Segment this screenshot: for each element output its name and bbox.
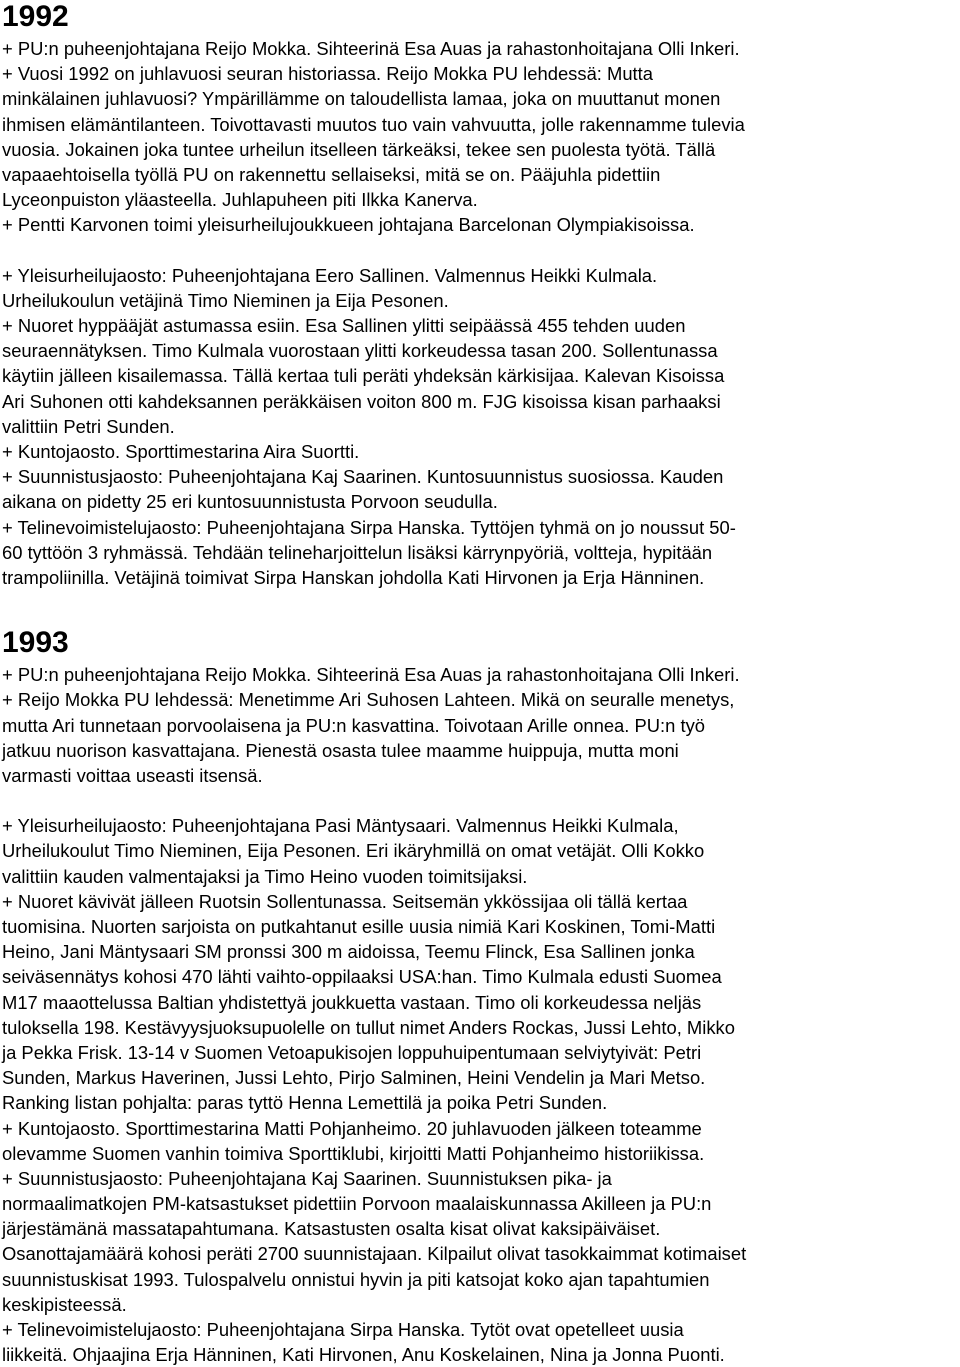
paragraph-1993-general: [2, 662, 956, 788]
text-line: Ari Suhonen otti kahdeksannen peräkkäisen voiton 800 m. FJG kisoissa kisan parhaaksi: [2, 390, 721, 412]
text-line: Osanottajamäärä kohosi peräti 2700 suunnistajaan. Kilpailut olivat tasokkaimmat kotimaiset: [2, 1243, 747, 1265]
text-line: Lyceonpuiston yläasteella. Juhlapuheen piti Ilkka Kanerva.: [2, 189, 478, 211]
paragraph-1993-sections: [2, 813, 956, 1367]
paragraph-1992-general: [2, 36, 956, 238]
text-line: M17 maaottelussa Baltian yhdistettyä joukkuetta vastaan. Timo oli korkeudessa neljäs: [2, 991, 702, 1013]
text-line: + Reijo Mokka PU lehdessä: Menetimme Ari Suhosen Lahteen. Mikä on seuralle menetys,: [2, 689, 735, 711]
text-line: seuraennätyksen. Timo Kulmala vuorostaan ylitti korkeudessa tasan 200. Sollentunassa: [2, 340, 718, 362]
text-line: järjestämänä massatapahtumana. Katsastusten osalta kisat olivat kaksipäiväiset.: [2, 1218, 661, 1240]
document-page: [2, 0, 956, 1367]
paragraph-gap: [2, 788, 956, 813]
text-line: olevamme Suomen vanhin toimiva Sporttiklubi, kirjoitti Matti Pohjanheimo historiikissa.: [2, 1142, 705, 1164]
text-line: minkälainen juhlavuosi? Ympärillämme on taloudellista lamaa, joka on muuttanut monen: [2, 88, 721, 110]
text-line: varmasti voittaa useasti itsensä.: [2, 764, 263, 786]
text-line: mutta Ari tunnetaan porvoolaisena ja PU:n kasvattina. Toivotaan Arille onnea. PU:n työ: [2, 714, 706, 736]
text-line: + Kuntojaosto. Sporttimestarina Aira Suortti.: [2, 441, 360, 462]
text-line: keskipisteessä.: [2, 1293, 127, 1315]
text-line: käytiin jälleen kisailemassa. Tällä kertaa tuli peräti yhdeksän kärkisijaa. Kalevan Kisoissa: [2, 365, 725, 387]
text-line: + Nuoret kävivät jälleen Ruotsin Sollentunassa. Seitsemän ykkössijaa oli tällä kertaa: [2, 890, 688, 912]
text-line: + Nuoret hyppääjät astumassa esiin. Esa Sallinen ylitti seipäässä 455 tehden uuden: [2, 315, 686, 337]
text-line: + Suunnistusjaosto: Puheenjohtajana Kaj Saarinen. Kuntosuunnistus suosiossa. Kauden: [2, 466, 724, 488]
section-gap: [2, 590, 956, 624]
text-line: jatkuu nuorison kasvattajana. Pienestä osasta tulee maamme huippuja, mutta moni: [2, 739, 679, 761]
text-line: + Telinevoimistelujaosto: Puheenjohtajana Sirpa Hanska. Tytöt ovat opetelleet uusia: [2, 1319, 684, 1340]
text-line: seiväsennätys kohosi 470 lähti vaihto-oppilaaksi USA:han. Timo Kulmala edusti Suomea: [2, 966, 722, 988]
text-line: + Suunnistusjaosto: Puheenjohtajana Kaj Saarinen. Suunnistuksen pika- ja: [2, 1167, 612, 1189]
text-line: Urheilukoulut Timo Nieminen, Eija Pesonen. Eri ikäryhmillä on omat vetäjät. Olli Kokko: [2, 840, 705, 862]
text-line: + Kuntojaosto. Sporttimestarina Matti Pohjanheimo. 20 juhlavuoden jälkeen toteamme: [2, 1117, 702, 1139]
text-line: + Yleisurheilujaosto: Puheenjohtajana Pasi Mäntysaari. Valmennus Heikki Kulmala,: [2, 815, 679, 837]
text-line: ja Pekka Frisk. 13-14 v Suomen Vetoapukisojen loppuhuipentumaan selviytyivät: Petri: [2, 1041, 702, 1063]
text-line: suunnistuskisat 1993. Tulospalvelu onnistui hyvin ja piti katsojat koko ajan tapahtumien: [2, 1268, 710, 1290]
text-line: + PU:n puheenjohtajana Reijo Mokka. Sihteerinä Esa Auas ja rahastonhoitajana Olli Inkeri.: [2, 38, 740, 59]
text-line: vuosia. Jokainen joka tuntee urheilun itselleen tärkeäksi, tekee sen puolesta työtä. Tällä: [2, 138, 716, 160]
text-line: Sunden, Markus Haverinen, Jussi Lehto, Pirjo Salminen, Heini Vendelin ja Mari Metso.: [2, 1067, 706, 1089]
text-line: aikana on pidetty 25 eri kuntosuunnistusta Porvoon seudulla.: [2, 491, 498, 513]
text-line: tuloksella 198. Kestävyysjuoksupuolelle on tullut nimet Anders Rockas, Jussi Lehto, Mikko: [2, 1016, 735, 1038]
text-line: valittiin kauden valmentajaksi ja Timo Heino vuoden toimitsijaksi.: [2, 865, 528, 887]
text-line: + Telinevoimistelujaosto: Puheenjohtajana Sirpa Hanska. Tyttöjen tyhmä on jo noussut 50-: [2, 516, 736, 538]
text-line: 60 tyttöön 3 ryhmässä. Tehdään telineharjoittelun lisäksi kärrynpyöriä, voltteja, hypitään: [2, 541, 713, 563]
text-line: liikkeitä. Ohjaajina Erja Hänninen, Kati Hirvonen, Anu Koskelainen, Nina ja Jonna Puonti.: [2, 1344, 725, 1366]
text-line: vapaaehtoisella työllä PU on rakennettu sellaiseksi, mitä se on. Pääjuhla pidettiin: [2, 163, 661, 185]
text-line: Ranking listan pohjalta: paras tyttö Henna Lemettilä ja poika Petri Sunden.: [2, 1092, 608, 1114]
year-heading-1993: 1993: [2, 626, 69, 660]
text-line: Urheilukoulun vetäjinä Timo Nieminen ja Eija Pesonen.: [2, 289, 449, 311]
paragraph-gap: [2, 238, 956, 263]
paragraph-1992-sections: [2, 263, 956, 590]
text-line: + PU:n puheenjohtajana Reijo Mokka. Sihteerinä Esa Auas ja rahastonhoitajana Olli Inkeri.: [2, 664, 740, 686]
text-line: valittiin Petri Sunden.: [2, 415, 175, 437]
text-line: + Pentti Karvonen toimi yleisurheilujoukkueen johtajana Barcelonan Olympiakisoissa.: [2, 214, 695, 236]
text-line: + Vuosi 1992 on juhlavuosi seuran historiassa. Reijo Mokka PU lehdessä: Mutta: [2, 63, 654, 85]
text-line: Heino, Jani Mäntysaari SM pronssi 300 m aidoissa, Teemu Flinck, Esa Sallinen jonka: [2, 941, 695, 963]
year-heading-1992: 1992: [2, 0, 69, 33]
text-line: + Yleisurheilujaosto: Puheenjohtajana Eero Sallinen. Valmennus Heikki Kulmala.: [2, 264, 658, 286]
text-line: normaalimatkojen PM-katsastukset pidettiin Porvoon maalaiskunnassa Akilleen ja PU:n: [2, 1193, 712, 1215]
text-line: ihmisen elämäntilanteen. Toivottavasti muutos tuo vain vahvuutta, jolle rakennamme tulevia: [2, 113, 745, 135]
text-line: tuomisina. Nuorten sarjoista on putkahtanut esille uusia nimiä Kari Koskinen, Tomi-Matti: [2, 916, 716, 937]
text-line: trampoliinilla. Vetäjinä toimivat Sirpa Hanskan johdolla Kati Hirvonen ja Erja Hänninen.: [2, 566, 705, 588]
